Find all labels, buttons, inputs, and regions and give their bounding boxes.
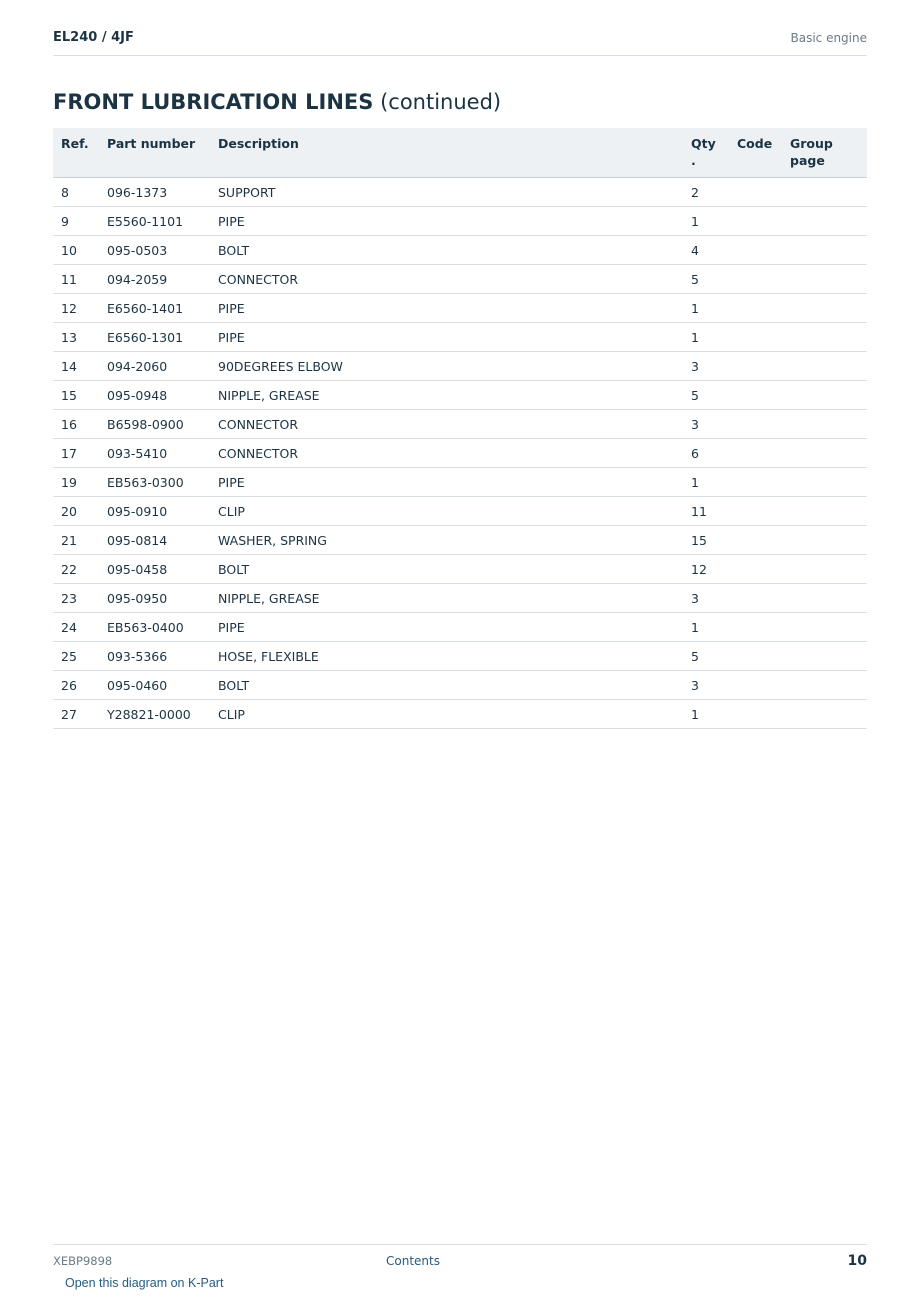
cell-ref: 8 [53, 178, 107, 207]
cell-qty: 3 [691, 352, 737, 381]
table-row [53, 352, 867, 381]
cell-part-number: 095-0503 [107, 236, 218, 265]
cell-ref: 20 [53, 497, 107, 526]
cell-part-number: 095-0948 [107, 381, 218, 410]
open-kpart-link[interactable]: Open this diagram on K-Part [65, 1276, 224, 1290]
cell-qty: 3 [691, 410, 737, 439]
cell-qty: 1 [691, 323, 737, 352]
cell-part-number: 095-0950 [107, 584, 218, 613]
cell-part-number: 094-2059 [107, 265, 218, 294]
cell-code [737, 584, 790, 613]
cell-ref: 19 [53, 468, 107, 497]
cell-part-number: 093-5366 [107, 642, 218, 671]
cell-group-page [790, 642, 867, 671]
cell-code [737, 381, 790, 410]
cell-code [737, 439, 790, 468]
table-row [53, 526, 867, 555]
column-header-description: Description [218, 128, 691, 178]
table-row [53, 178, 867, 207]
cell-ref: 10 [53, 236, 107, 265]
cell-ref: 13 [53, 323, 107, 352]
cell-code [737, 294, 790, 323]
cell-ref: 21 [53, 526, 107, 555]
document-id: XEBP9898 [53, 1254, 113, 1268]
column-header-qty: Qty . [691, 128, 737, 178]
cell-group-page [790, 236, 867, 265]
table-row [53, 439, 867, 468]
cell-group-page [790, 497, 867, 526]
cell-description: PIPE [218, 207, 691, 236]
table-row [53, 584, 867, 613]
table-row [53, 671, 867, 700]
cell-ref: 25 [53, 642, 107, 671]
cell-group-page [790, 526, 867, 555]
cell-description: BOLT [218, 555, 691, 584]
contents-link[interactable]: Contents [386, 1254, 440, 1268]
cell-group-page [790, 294, 867, 323]
cell-code [737, 207, 790, 236]
table-row [53, 265, 867, 294]
cell-description: CONNECTOR [218, 439, 691, 468]
cell-part-number: 095-0814 [107, 526, 218, 555]
parts-table-header-row [53, 128, 867, 178]
cell-qty: 1 [691, 613, 737, 642]
cell-code [737, 178, 790, 207]
table-row [53, 236, 867, 265]
cell-code [737, 468, 790, 497]
cell-part-number: 093-5410 [107, 439, 218, 468]
cell-qty: 2 [691, 178, 737, 207]
table-row [53, 323, 867, 352]
cell-part-number: 094-2060 [107, 352, 218, 381]
cell-group-page [790, 468, 867, 497]
cell-part-number: 095-0458 [107, 555, 218, 584]
table-row [53, 497, 867, 526]
cell-group-page [790, 265, 867, 294]
cell-code [737, 700, 790, 729]
cell-part-number: E6560-1301 [107, 323, 218, 352]
cell-ref: 24 [53, 613, 107, 642]
cell-group-page [790, 207, 867, 236]
cell-code [737, 265, 790, 294]
cell-group-page [790, 700, 867, 729]
cell-qty: 1 [691, 700, 737, 729]
page-title-main: FRONT LUBRICATION LINES [53, 90, 374, 114]
cell-group-page [790, 410, 867, 439]
cell-part-number: 095-0460 [107, 671, 218, 700]
page-number: 10 [847, 1253, 867, 1269]
cell-description: WASHER, SPRING [218, 526, 691, 555]
cell-group-page [790, 613, 867, 642]
cell-code [737, 352, 790, 381]
cell-ref: 14 [53, 352, 107, 381]
cell-ref: 11 [53, 265, 107, 294]
page-title [53, 90, 501, 114]
cell-code [737, 526, 790, 555]
page-title-suffix: (continued) [373, 90, 502, 114]
cell-description: BOLT [218, 236, 691, 265]
table-row [53, 381, 867, 410]
cell-qty: 5 [691, 265, 737, 294]
cell-group-page [790, 584, 867, 613]
table-row [53, 207, 867, 236]
cell-code [737, 497, 790, 526]
cell-ref: 16 [53, 410, 107, 439]
cell-part-number: E6560-1401 [107, 294, 218, 323]
cell-description: CONNECTOR [218, 410, 691, 439]
cell-qty: 5 [691, 381, 737, 410]
cell-code [737, 642, 790, 671]
cell-group-page [790, 439, 867, 468]
cell-qty: 1 [691, 294, 737, 323]
cell-description: NIPPLE, GREASE [218, 381, 691, 410]
cell-ref: 17 [53, 439, 107, 468]
cell-part-number: E5560-1101 [107, 207, 218, 236]
cell-part-number: EB563-0300 [107, 468, 218, 497]
column-header-code: Code [737, 128, 790, 178]
cell-qty: 4 [691, 236, 737, 265]
cell-qty: 5 [691, 642, 737, 671]
machine-model: EL240 / 4JF [53, 30, 134, 45]
cell-description: CLIP [218, 497, 691, 526]
table-row [53, 410, 867, 439]
table-row [53, 468, 867, 497]
table-row [53, 613, 867, 642]
cell-code [737, 323, 790, 352]
page-footer [53, 1244, 867, 1275]
cell-description: HOSE, FLEXIBLE [218, 642, 691, 671]
cell-part-number: EB563-0400 [107, 613, 218, 642]
cell-code [737, 236, 790, 265]
cell-description: PIPE [218, 323, 691, 352]
cell-description: CONNECTOR [218, 265, 691, 294]
cell-description: PIPE [218, 468, 691, 497]
parts-table [53, 128, 867, 729]
cell-description: PIPE [218, 613, 691, 642]
cell-qty: 6 [691, 439, 737, 468]
cell-ref: 27 [53, 700, 107, 729]
cell-ref: 23 [53, 584, 107, 613]
cell-ref: 9 [53, 207, 107, 236]
cell-part-number: 095-0910 [107, 497, 218, 526]
cell-description: NIPPLE, GREASE [218, 584, 691, 613]
cell-part-number: B6598-0900 [107, 410, 218, 439]
cell-group-page [790, 671, 867, 700]
cell-part-number: Y28821-0000 [107, 700, 218, 729]
column-header-group-page: Group page [790, 128, 867, 178]
cell-description: BOLT [218, 671, 691, 700]
cell-description: PIPE [218, 294, 691, 323]
cell-description: 90DEGREES ELBOW [218, 352, 691, 381]
column-header-ref: Ref. [53, 128, 107, 178]
page-header [53, 28, 867, 56]
table-row [53, 700, 867, 729]
cell-qty: 1 [691, 207, 737, 236]
cell-group-page [790, 555, 867, 584]
cell-description: CLIP [218, 700, 691, 729]
cell-group-page [790, 352, 867, 381]
table-row [53, 555, 867, 584]
cell-code [737, 613, 790, 642]
cell-code [737, 410, 790, 439]
cell-part-number: 096-1373 [107, 178, 218, 207]
cell-qty: 1 [691, 468, 737, 497]
cell-group-page [790, 178, 867, 207]
cell-description: SUPPORT [218, 178, 691, 207]
cell-qty: 3 [691, 584, 737, 613]
cell-code [737, 671, 790, 700]
cell-qty: 15 [691, 526, 737, 555]
cell-ref: 15 [53, 381, 107, 410]
cell-qty: 12 [691, 555, 737, 584]
cell-ref: 12 [53, 294, 107, 323]
column-header-part-number: Part number [107, 128, 218, 178]
cell-qty: 11 [691, 497, 737, 526]
table-row [53, 642, 867, 671]
cell-qty: 3 [691, 671, 737, 700]
table-row [53, 294, 867, 323]
parts-table-body [53, 178, 867, 729]
cell-ref: 26 [53, 671, 107, 700]
cell-group-page [790, 323, 867, 352]
cell-ref: 22 [53, 555, 107, 584]
cell-group-page [790, 381, 867, 410]
section-category: Basic engine [790, 31, 867, 45]
cell-code [737, 555, 790, 584]
